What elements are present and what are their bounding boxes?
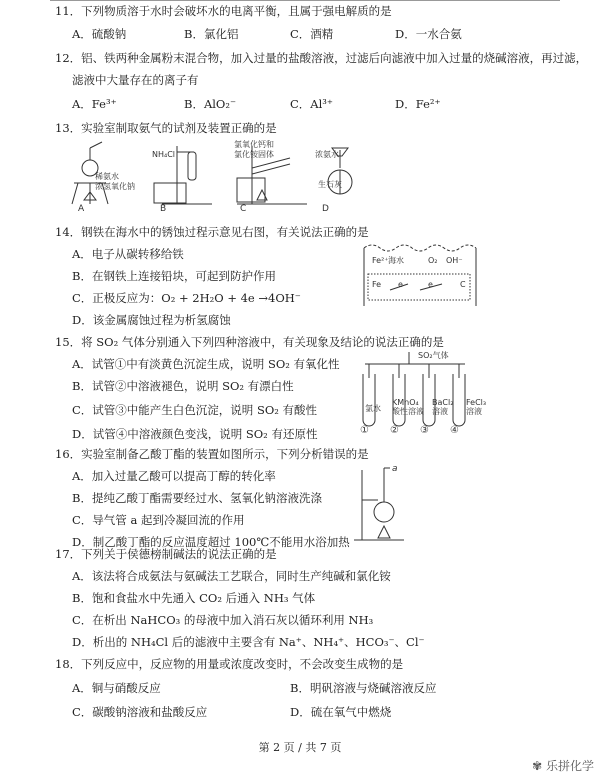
q18-option-a: A．铜与硝酸反应 xyxy=(72,681,161,695)
q14-oh-label: OH⁻ xyxy=(446,256,463,265)
q11-option-d: D．一水合氨 xyxy=(395,27,462,41)
q14-fe-label: Fe xyxy=(372,280,382,289)
q13-b-label: NH₄Cl xyxy=(152,150,176,159)
q12-option-c: C．Al³⁺ xyxy=(290,97,333,111)
top-rule xyxy=(50,0,560,1)
q13-d-label-2: 生石灰 xyxy=(318,180,342,189)
q16-tube-a-label: a xyxy=(392,464,398,474)
q17-option-a: A．该法将合成氨法与氨碱法工艺联合，同时生产纯碱和氯化铵 xyxy=(72,569,391,583)
watermark xyxy=(532,757,594,774)
q14-stem: 14．钢铁在海水中的锈蚀过程示意见右图，有关说法正确的是 xyxy=(55,225,369,239)
q12-stem-line2: 滤液中大量存在的离子有 xyxy=(72,73,199,87)
q16-option-a: A．加入过量乙酸可以提高丁醇的转化率 xyxy=(72,469,276,483)
q17-option-c: C．在析出 NaHCO₃ 的母液中加入消石灰以循环利用 NH₃ xyxy=(72,613,374,627)
q16-stem: 16．实验室制备乙酸丁酯的装置如图所示，下列分析错误的是 xyxy=(55,447,369,461)
q14-fe2-label: Fe²⁺ xyxy=(372,256,389,265)
q14-corrosion-figure xyxy=(360,240,480,310)
q15-tube3-label-2: 溶液 xyxy=(432,407,448,416)
wechat-icon: ✾ xyxy=(532,759,543,773)
q17-option-d: D．析出的 NH₄Cl 后的滤液中主要含有 Na⁺、NH₄⁺、HCO₃⁻、Cl⁻ xyxy=(72,635,425,649)
q15-tube3-number: ③ xyxy=(420,425,429,436)
q15-option-c: C．试管③中能产生白色沉淀，说明 SO₂ 有酸性 xyxy=(72,403,318,417)
q16-option-d: D．制乙酸丁酯的反应温度超过 100℃不能用水浴加热 xyxy=(72,535,350,549)
q13-fig-label-a: A xyxy=(78,204,85,214)
q13-fig-label-d: D xyxy=(322,204,329,214)
q14-electron-label-1: e xyxy=(398,280,403,289)
q18-option-d: D．硫在氧气中燃烧 xyxy=(290,705,392,719)
q13-fig-label-b: B xyxy=(160,204,167,214)
q13-d-label-1: 浓氨水 xyxy=(315,150,339,159)
watermark-text: 乐拼化学 xyxy=(545,759,594,773)
q12-option-b: B．AlO₂⁻ xyxy=(184,97,237,111)
q13-stem: 13．实验室制取氨气的试剂及装置正确的是 xyxy=(55,121,277,135)
q11-option-a: A．硫酸钠 xyxy=(72,27,127,41)
q15-tube1-label: 氯水 xyxy=(365,404,381,413)
q15-tube3-label-1: BaCl₂ xyxy=(432,398,454,407)
q14-option-d: D．该金属腐蚀过程为析氢腐蚀 xyxy=(72,313,231,327)
q15-option-d: D．试管④中溶液颜色变浅，说明 SO₂ 有还原性 xyxy=(72,427,318,441)
q11-option-b: B．氯化铝 xyxy=(184,27,239,41)
q18-stem: 18．下列反应中，反应物的用量或浓度改变时，不会改变生成物的是 xyxy=(55,657,404,671)
q15-tube4-number: ④ xyxy=(450,425,459,436)
q13-c-label-2: 氯化铵固体 xyxy=(234,150,274,159)
q15-option-a: A．试管①中有淡黄色沉淀生成，说明 SO₂ 有氧化性 xyxy=(72,357,340,371)
q14-c-label: C xyxy=(460,280,466,289)
q16-ester-apparatus-figure xyxy=(350,460,410,545)
q15-stem: 15．将 SO₂ 气体分别通入下列四种溶液中，有关现象及结论的说法正确的是 xyxy=(55,335,444,349)
q13-a-label-2: 浓氢氧化钠 xyxy=(95,182,135,191)
q18-option-b: B．明矾溶液与烧碱溶液反应 xyxy=(290,681,437,695)
q15-tube2-label-1: KMnO₄ xyxy=(392,398,419,407)
q13-fig-label-c: C xyxy=(240,204,247,214)
q15-tube2-label-2: 酸性溶液 xyxy=(392,407,424,416)
q16-option-c: C．导气管 a 起到冷凝回流的作用 xyxy=(72,513,245,527)
q12-option-d: D．Fe²⁺ xyxy=(395,97,441,111)
q13-a-label-1: 稀氨水 xyxy=(95,172,119,181)
q12-option-a: A．Fe³⁺ xyxy=(72,97,117,111)
q14-option-c: C．正极反应为：O₂ + 2H₂O + 4e →4OH⁻ xyxy=(72,291,301,305)
q14-electron-label-2: e xyxy=(428,280,433,289)
q15-option-b: B．试管②中溶液褪色，说明 SO₂ 有漂白性 xyxy=(72,379,294,393)
q15-tube1-number: ① xyxy=(360,425,369,436)
q18-option-c: C．碳酸钠溶液和盐酸反应 xyxy=(72,705,208,719)
q17-option-b: B．饱和食盐水中先通入 CO₂ 后通入 NH₃ 气体 xyxy=(72,591,316,605)
page-footer: 第 2 页 / 共 7 页 xyxy=(258,741,342,754)
q15-so2-label: SO₂气体 xyxy=(418,351,449,360)
q17-stem: 17．下列关于侯德榜制碱法的说法正确的是 xyxy=(55,547,277,561)
q15-tube4-label-2: 溶液 xyxy=(466,407,482,416)
q12-stem: 12．铝、铁两种金属粉末混合物，加入过量的盐酸溶液，过滤后向滤液中加入过量的烧碱溶液，再过滤， xyxy=(55,51,588,65)
q14-option-b: B．在钢铁上连接铅块，可起到防护作用 xyxy=(72,269,276,283)
q13-c-label-1: 氯氧化钙和 xyxy=(234,140,274,149)
q11-stem: 11．下列物质溶于水时会破坏水的电离平衡，且属于强电解质的是 xyxy=(55,4,392,18)
q16-option-b: B．提纯乙酸丁酯需要经过水、氢氧化钠溶液洗涤 xyxy=(72,491,322,505)
q15-tube4-label-1: FeCl₃ xyxy=(466,398,487,407)
q11-option-c: C．酒精 xyxy=(290,27,334,41)
q14-seawater-label: 海水 xyxy=(388,256,404,265)
q14-o2-label: O₂ xyxy=(428,256,438,265)
q14-option-a: A．电子从碳转移给铁 xyxy=(72,247,184,261)
q15-tube2-number: ② xyxy=(390,425,399,436)
